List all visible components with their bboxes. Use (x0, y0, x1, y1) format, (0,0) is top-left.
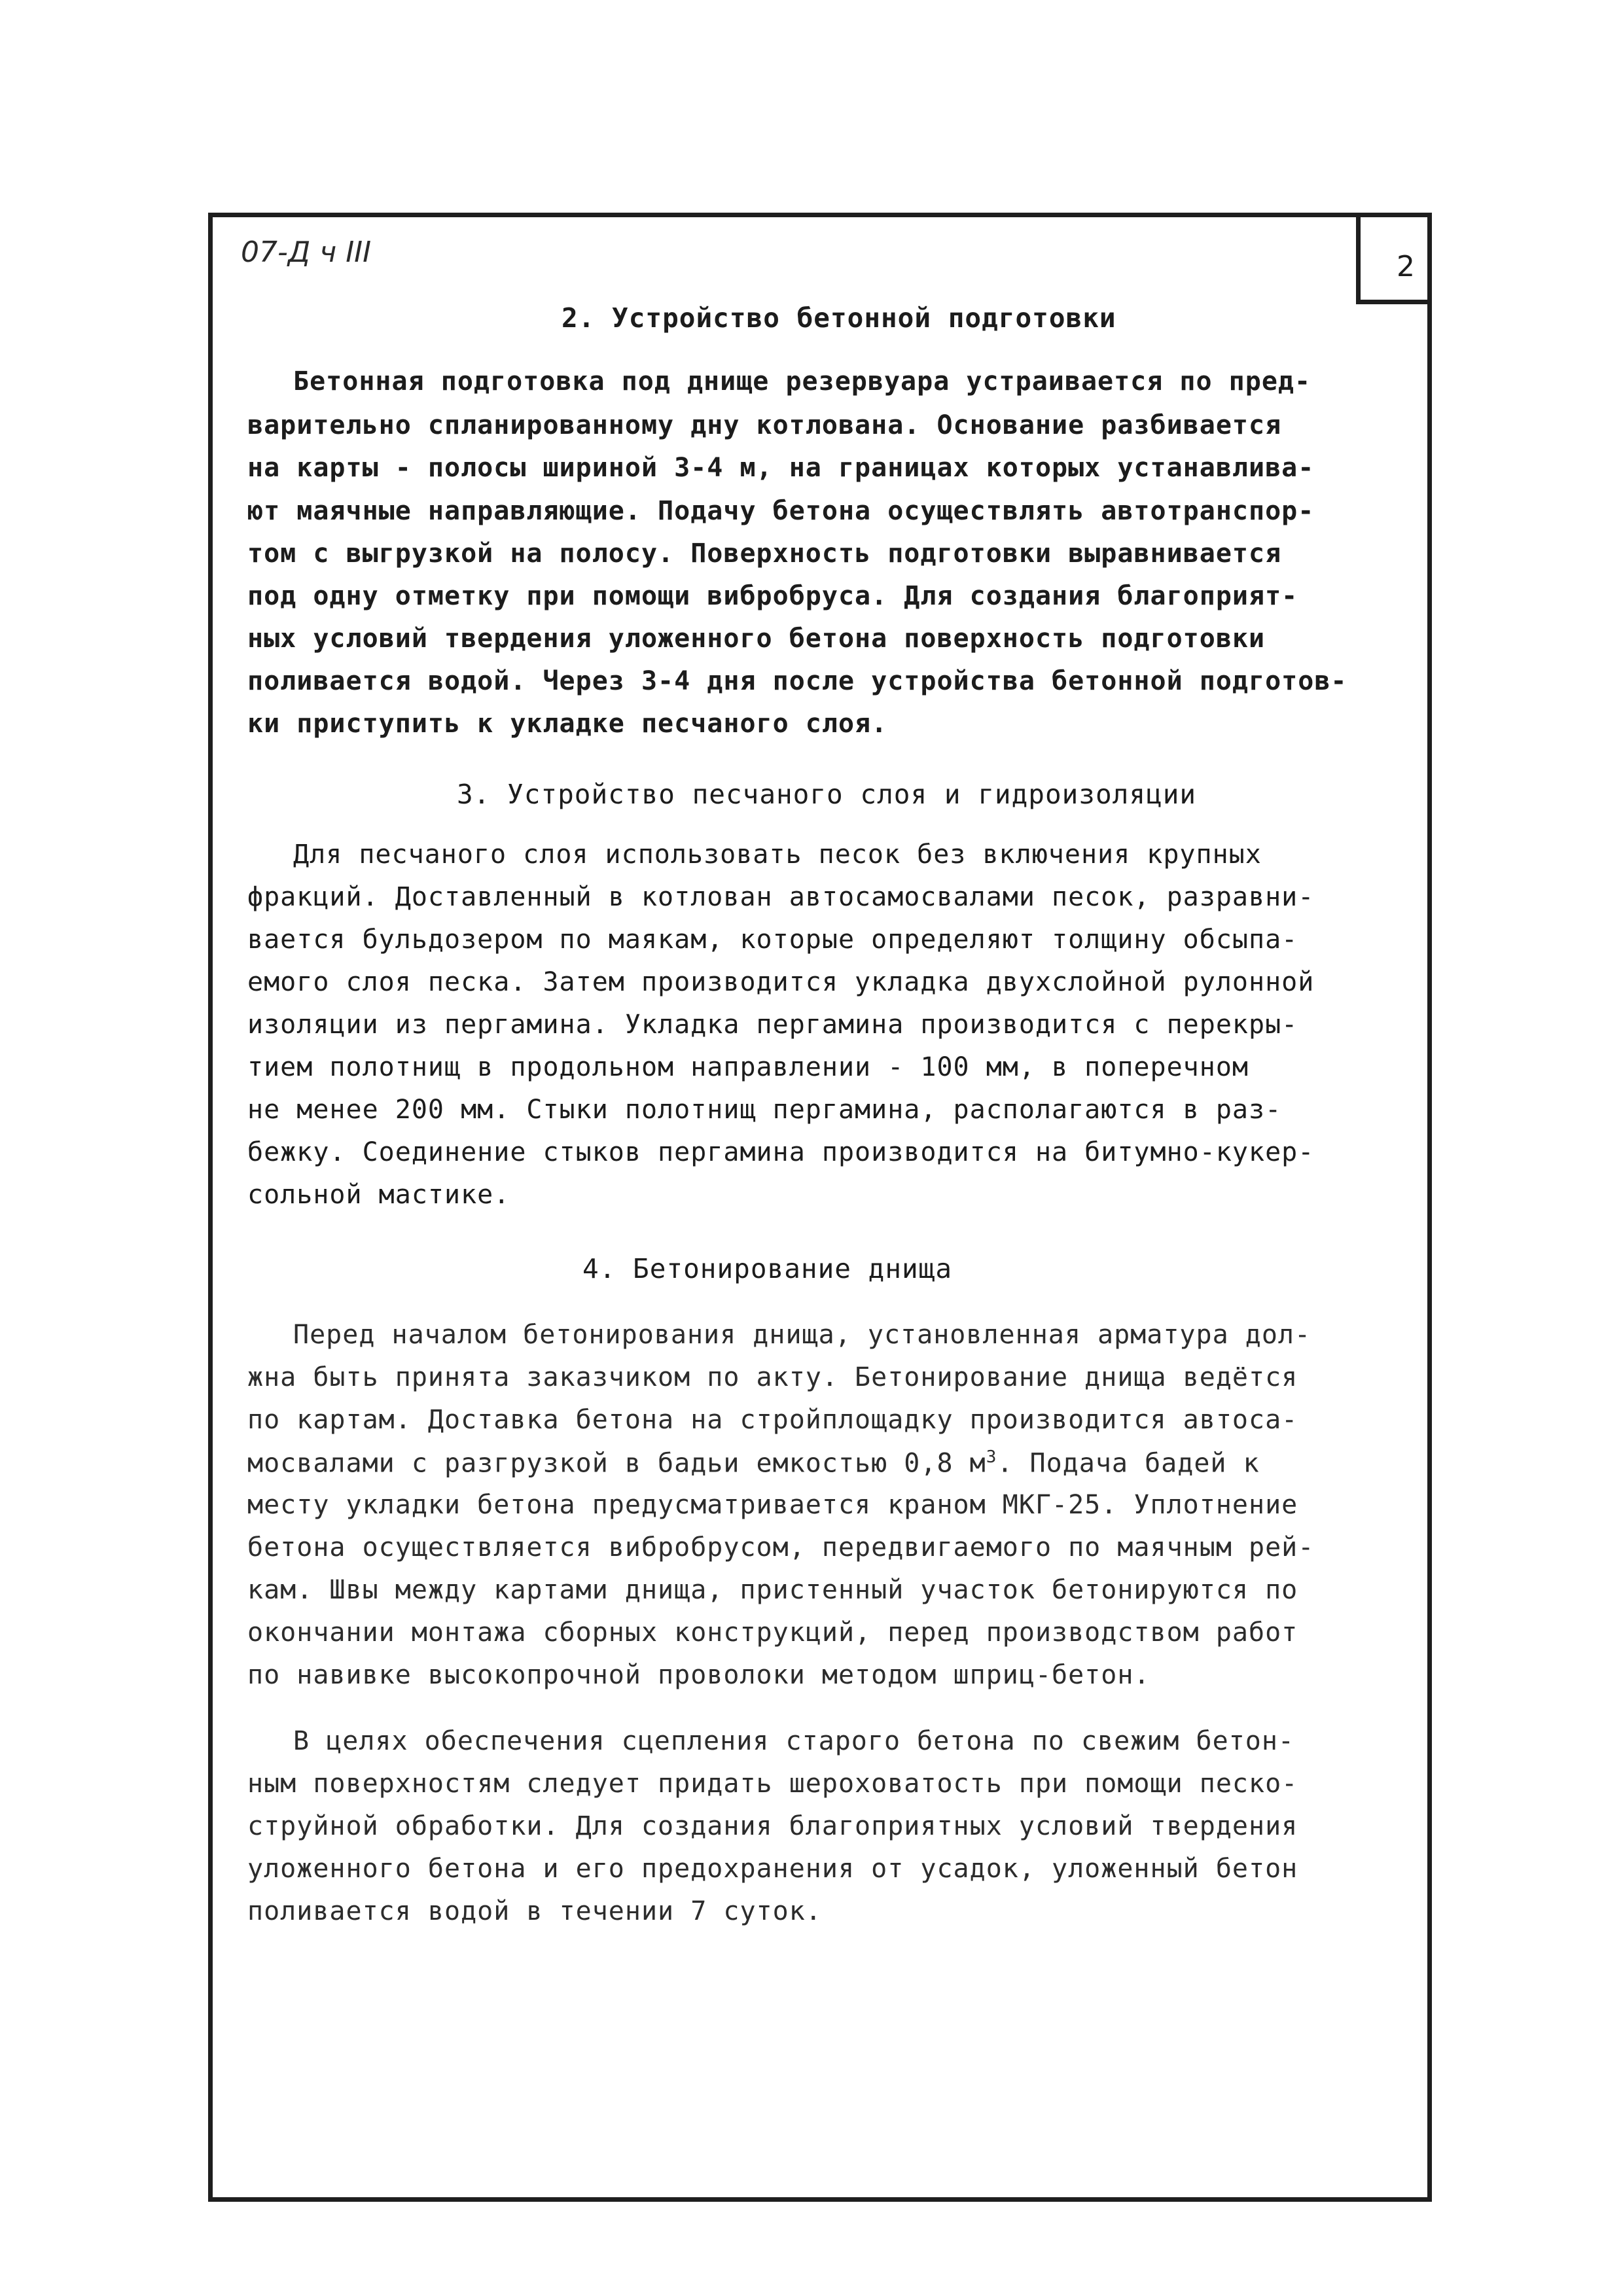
paragraph-line: струйной обработки. Для создания благоприятных условий твердения (247, 1811, 1298, 1841)
section-4-heading: 4. Бетонирование днища (582, 1253, 953, 1284)
paragraph-line: кам. Швы между картами днища, пристенный участок бетонируются по (247, 1575, 1298, 1605)
paragraph-line: том с выгрузкой на полосу. Поверхность подготовки выравнивается (247, 539, 1282, 569)
paragraph-line: фракций. Доставленный в котлован автосамосвалами песок, разравни- (247, 882, 1315, 912)
sheet-number-box (1356, 213, 1432, 304)
section-2-heading: 2. Устройство бетонной подготовки (562, 302, 1116, 334)
paragraph-line: окончании монтажа сборных конструкций, перед производством работ (247, 1617, 1298, 1648)
paragraph-line: не менее 200 мм. Стыки полотнищ пергамина, располагаются в раз- (247, 1095, 1282, 1125)
paragraph-line: под одну отметку при помощи вибробруса. Для создания благоприят- (247, 581, 1298, 611)
paragraph-line: на карты - полосы шириной 3-4 м, на границах которых устанавлива- (247, 453, 1315, 483)
paragraph-line: ных условий твердения уложенного бетона поверхность подготовки (247, 624, 1266, 654)
paragraph-line: бежку. Соединение стыков пергамина производится на битумно-кукер- (247, 1137, 1315, 1167)
paragraph-line: В целях обеспечения сцепления старого бетона по свежим бетон- (293, 1726, 1295, 1756)
paragraph-line: Бетонная подготовка под днище резервуара устраивается по пред- (293, 366, 1311, 397)
paragraph-line: жна быть принята заказчиком по акту. Бетонирование днища ведётся (247, 1362, 1298, 1392)
paragraph-line: уложенного бетона и его предохранения от усадок, уложенный бетон (247, 1854, 1298, 1884)
paragraph-line: месту укладки бетона предусматривается краном МКГ-25. Уплотнение (247, 1490, 1298, 1520)
paragraph-line: изоляции из пергамина. Укладка пергамина производится с перекры- (247, 1010, 1298, 1040)
text-fragment: мосвалами с разгрузкой в бадьи емкостью 0,8 м (247, 1448, 986, 1479)
paragraph-line: поливается водой. Через 3-4 дня после устройства бетонной подготов- (247, 666, 1347, 696)
paragraph-line: тием полотнищ в продольном направлении - 100 мм, в поперечном (247, 1052, 1249, 1082)
paragraph-line: емого слоя песка. Затем производится укладка двухслойной рулонной (247, 967, 1315, 997)
paragraph-line: варительно спланированному дну котлована. Основание разбивается (247, 410, 1282, 440)
paragraph-line: сольной мастике. (247, 1180, 510, 1210)
paragraph-line: ки приступить к укладке песчаного слоя. (247, 709, 888, 739)
paragraph-line: ют маячные направляющие. Подачу бетона осуществлять автотранспор- (247, 496, 1315, 526)
paragraph-line: Для песчаного слоя использовать песок без включения крупных (293, 839, 1262, 870)
superscript-text: 3 (986, 1447, 997, 1467)
paragraph-line: по картам. Доставка бетона на стройплощадку производится автоса- (247, 1405, 1298, 1435)
paragraph-line: ным поверхностям следует придать шероховатость при помощи песко- (247, 1769, 1298, 1799)
paragraph-line: Перед началом бетонирования днища, установленная арматура дол- (293, 1320, 1311, 1350)
paragraph-line: поливается водой в течении 7 суток. (247, 1896, 822, 1926)
section-3-heading: 3. Устройство песчаного слоя и гидроизоляции (457, 779, 1197, 810)
paragraph-line (247, 1447, 1260, 1478)
paragraph-line: вается бульдозером по маякам, которые определяют толщину обсыпа- (247, 925, 1298, 955)
text-fragment: . Подача бадей к (997, 1448, 1260, 1479)
document-code: 07-Д ч III (241, 236, 372, 269)
sheet-number: 2 (1397, 250, 1415, 283)
paragraph-line: по навивке высокопрочной проволоки методом шприц-бетон. (247, 1660, 1150, 1690)
paragraph-line: бетона осуществляется вибробрусом, передвигаемого по маячным рей- (247, 1532, 1315, 1563)
